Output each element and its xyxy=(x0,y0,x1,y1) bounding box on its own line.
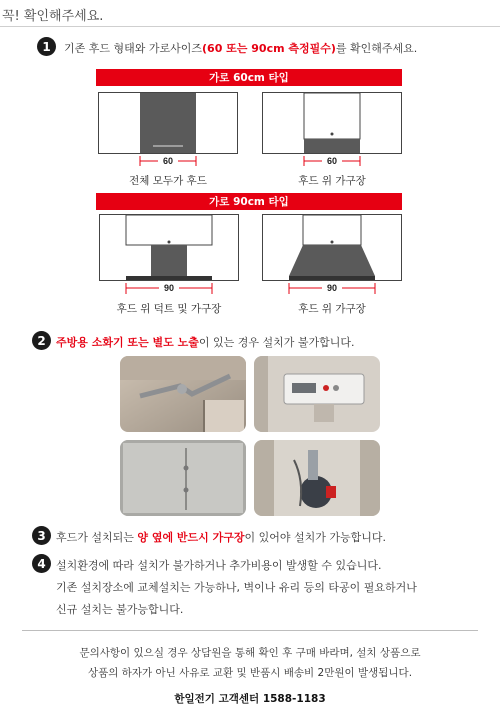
side-wall xyxy=(254,356,268,432)
step-4-badge: 4 xyxy=(32,554,51,573)
step-3-text-red: 양 옆에 반드시 가구장 xyxy=(137,531,245,544)
footer-line-2: 상품의 하자가 아닌 사유로 교환 및 반품시 배송비 2만원이 발생됩니다. xyxy=(87,667,413,679)
device-button xyxy=(333,385,339,391)
step-4-line-1: 설치환경에 따라 설치가 불가하거나 추가비용이 발생할 수 있습니다. xyxy=(56,559,382,572)
caption-full-hood: 전체 모두가 후드 xyxy=(129,175,207,187)
dim-label: 60 xyxy=(162,156,174,166)
photo-bg xyxy=(120,440,246,516)
step-1-text-a: 기존 후드 형태와 가로사이즈 xyxy=(64,42,203,55)
banner-60cm: 가로 60cm 타입 xyxy=(96,69,402,86)
diagram-full-hood xyxy=(98,92,238,172)
dim-label: 90 xyxy=(163,283,175,293)
customer-center: 한일전기 고객센터 1588-1183 xyxy=(174,693,326,705)
hood-body xyxy=(126,276,212,280)
cabinet-knob xyxy=(331,241,334,244)
step-1-text-red: (60 또는 90cm 측정필수) xyxy=(202,42,336,55)
footer-divider xyxy=(22,630,478,631)
footer-line-1: 문의사항이 있으실 경우 상담원을 통해 확인 후 구매 바라며, 설치 상품으로 xyxy=(79,647,421,659)
dim-label: 90 xyxy=(326,283,338,293)
diagram-hood-cabinet-60 xyxy=(262,92,402,172)
dim-label: 60 xyxy=(326,156,338,166)
step-3-text-b: 이 있어야 설치가 가능합니다. xyxy=(244,531,386,544)
photo-gas-valve xyxy=(254,440,380,516)
step-3-text-a: 후드가 설치되는 xyxy=(56,531,138,544)
page-title: 꼭! 확인해주세요. xyxy=(2,9,104,24)
caption-hood-cabinet-60: 후드 위 가구장 xyxy=(298,175,366,187)
step-1-badge: 1 xyxy=(37,37,56,56)
step-3-text xyxy=(56,529,386,545)
banner-90cm: 가로 90cm 타입 xyxy=(96,193,402,210)
step-1-text-b: 를 확인해주세요. xyxy=(335,42,418,55)
photo-cabinet-bottom xyxy=(120,440,246,516)
pipe-joint xyxy=(177,384,187,394)
side-wall xyxy=(360,440,380,516)
step-4-line-3: 신규 설치는 불가능합니다. xyxy=(56,603,184,616)
upper-cabinet xyxy=(304,93,360,139)
device-light xyxy=(323,385,329,391)
step-2-text-b: 이 있는 경우 설치가 불가합니다. xyxy=(198,336,355,349)
screw xyxy=(184,466,189,471)
caption-duct-cabinet-90: 후드 위 덕트 및 가구장 xyxy=(116,303,222,315)
photo-extinguisher-pipe xyxy=(120,356,246,432)
cabinet-knob xyxy=(168,241,171,244)
photo-extinguisher-device xyxy=(254,356,380,432)
step-3-badge: 3 xyxy=(32,526,51,545)
hood-body xyxy=(304,139,360,153)
duct-cover xyxy=(151,245,187,276)
cabinet-knob xyxy=(331,133,334,136)
hood-base xyxy=(289,276,375,280)
step-2-badge: 2 xyxy=(32,331,51,350)
step-2-text-red: 주방용 소화기 또는 별도 노출 xyxy=(56,336,199,349)
pipe xyxy=(308,450,318,480)
side-wall xyxy=(254,440,274,516)
diagram-duct-cabinet-90 xyxy=(99,214,239,299)
diagram-hood-cabinet-90 xyxy=(262,214,402,299)
step-4-line-2: 기존 설치장소에 교체설치는 가능하나, 벽이나 유리 등의 타공이 필요하거나 xyxy=(56,581,417,594)
wall-block xyxy=(204,400,244,432)
hood-body xyxy=(289,245,375,276)
screw xyxy=(184,488,189,493)
valve-red xyxy=(326,486,336,498)
hood-body xyxy=(140,93,196,153)
step-1-text xyxy=(64,40,417,56)
caption-hood-cabinet-90: 후드 위 가구장 xyxy=(298,303,366,315)
step-2-text xyxy=(56,334,354,350)
device-panel xyxy=(292,383,316,393)
device-bracket xyxy=(314,404,334,422)
